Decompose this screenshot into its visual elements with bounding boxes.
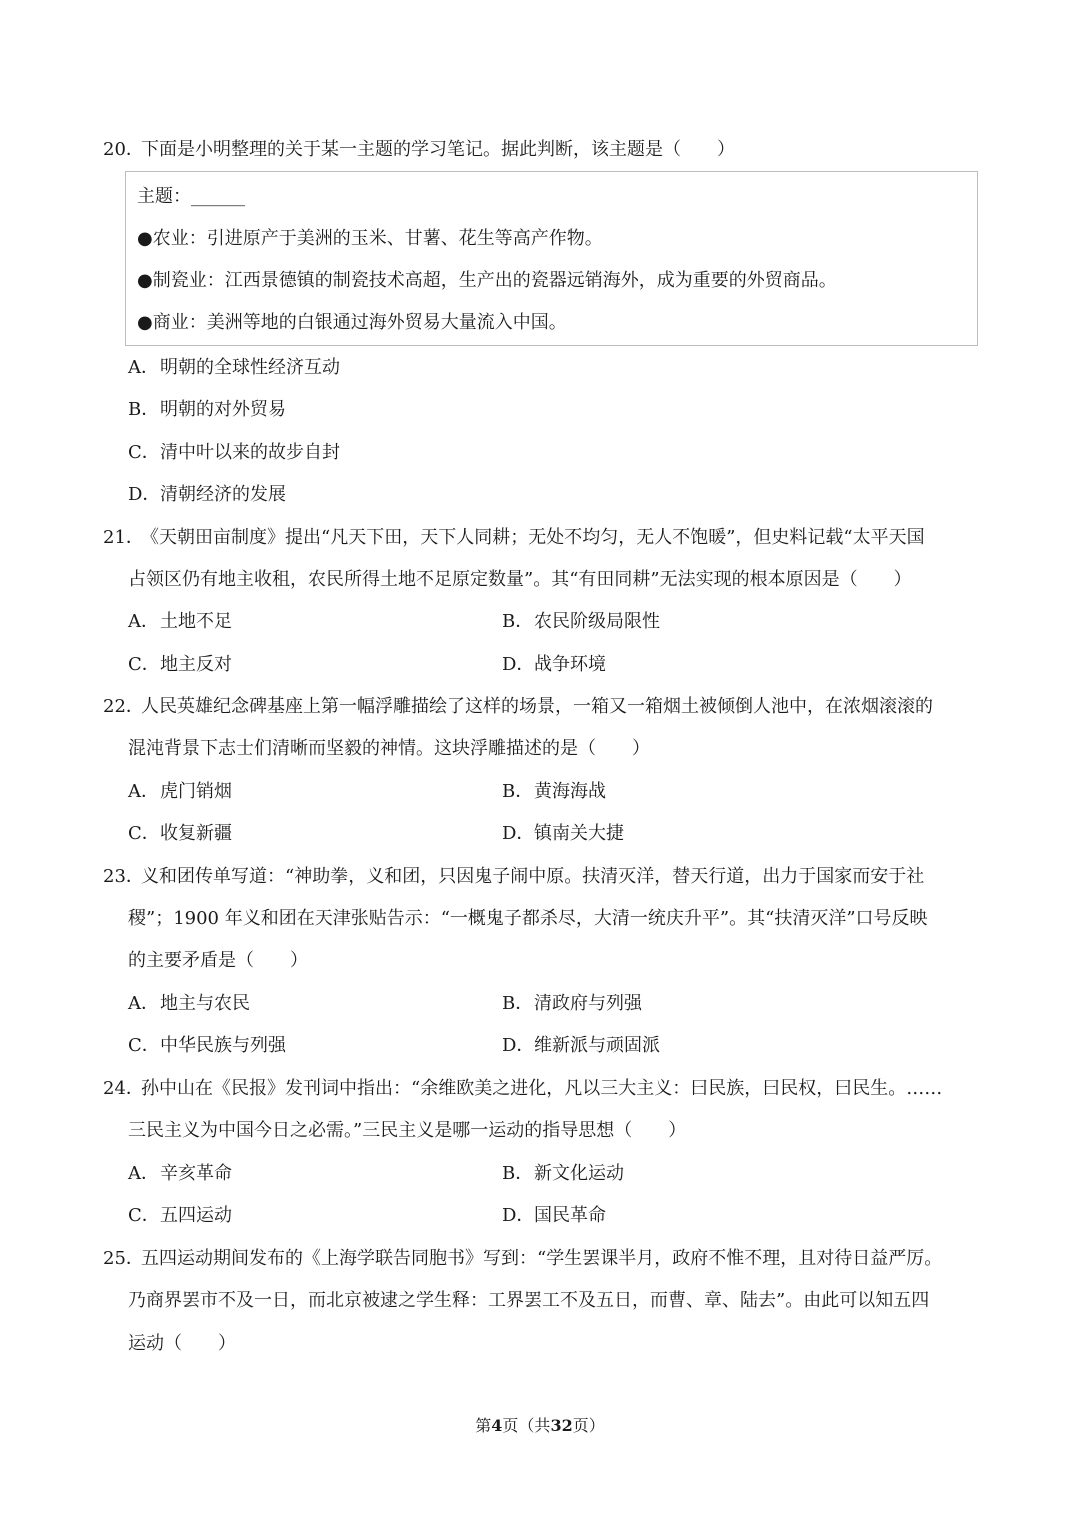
q22-option-d: D．镇南关大捷 [502,823,624,844]
question-21-number: 21． [103,527,144,548]
question-25-stem-line-2: 乃商界罢市不及一日，而北京被逮之学生释：工界罢工不及五日，而曹、章、陆去”。由此可以知五四 [128,1290,930,1311]
question-20-number: 20． [103,139,144,160]
q23-option-b: B．清政府与列强 [502,993,642,1014]
q21-option-b: B．农民阶级局限性 [502,611,660,632]
q24-option-b: B．新文化运动 [502,1163,624,1184]
notes-item-agriculture: ●农业：引进原产于美洲的玉米、甘薯、花生等高产作物。 [137,228,603,249]
question-24-number: 24． [103,1078,144,1099]
notes-item-commerce: ●商业：美洲等地的白银通过海外贸易大量流入中国。 [137,312,567,333]
question-21-stem-line-2: 占领区仍有地主收租，农民所得土地不足原定数量”。其“有田同耕”无法实现的根本原因是（ ） [128,569,912,590]
question-22-stem-line-2: 混沌背景下志士们清晰而坚毅的神情。这块浮雕描述的是（ ） [128,738,650,759]
q23-option-c: C．中华民族与列强 [128,1035,286,1056]
question-25-number: 25． [103,1248,144,1269]
q23-option-a: A．地主与农民 [128,993,250,1014]
question-24-stem-line-2: 三民主义为中国今日之必需。”三民主义是哪一运动的指导思想（ ） [128,1120,687,1141]
question-22-stem-line-1: 人民英雄纪念碑基座上第一幅浮雕描绘了这样的场景，一箱又一箱烟土被倾倒人池中，在浓烟滚滚的 [141,696,933,717]
q20-option-c: C．清中叶以来的故步自封 [128,442,340,463]
current-page-number: 4 [491,1416,503,1435]
q23-option-d: D．维新派与顽固派 [502,1035,660,1056]
question-23-stem-line-2: 稷”；1900 年义和团在天津张贴告示：“一概鬼子都杀尽，大清一统庆升平”。其“扶清灭洋”口号反映 [128,908,928,929]
q20-option-b: B．明朝的对外贸易 [128,399,286,420]
q21-option-c: C．地主反对 [128,654,232,675]
question-23-number: 23． [103,866,144,887]
q22-option-c: C．收复新疆 [128,823,232,844]
question-25-stem-line-3: 运动（ ） [128,1333,236,1354]
q20-option-a: A．明朝的全球性经济互动 [128,357,340,378]
question-23-stem-line-3: 的主要矛盾是（ ） [128,950,308,971]
page-footer: 第4页（共32页） [475,1416,605,1435]
q20-option-d: D．清朝经济的发展 [128,484,286,505]
q24-option-c: C．五四运动 [128,1205,232,1226]
question-23-stem-line-1: 义和团传单写道：“神助拳，义和团，只因鬼子闹中原。扶清灭洋，替天行道，出力于国家而安于社 [141,866,925,887]
question-21-stem-line-1: 《天朝田亩制度》提出“凡天下田，天下人同耕；无处不均匀，无人不饱暖”，但史料记载“太平天国 [141,527,925,548]
notes-topic: 主题：______ [137,186,245,207]
total-page-count: 32 [550,1416,573,1435]
notes-item-porcelain: ●制瓷业：江西景德镇的制瓷技术高超，生产出的瓷器远销海外，成为重要的外贸商品。 [137,270,837,291]
q21-option-a: A．土地不足 [128,611,232,632]
q22-option-a: A．虎门销烟 [128,781,232,802]
study-notes-box [125,171,978,346]
q21-option-d: D．战争环境 [502,654,606,675]
question-22-number: 22． [103,696,144,717]
q24-option-a: A．辛亥革命 [128,1163,232,1184]
q22-option-b: B．黄海海战 [502,781,606,802]
q24-option-d: D．国民革命 [502,1205,606,1226]
question-24-stem-line-1: 孙中山在《民报》发刊词中指出：“余维欧美之进化，凡以三大主义：曰民族，曰民权，曰民生。…… [141,1078,943,1099]
question-20-stem: 下面是小明整理的关于某一主题的学习笔记。据此判断，该主题是（ ） [141,139,735,160]
question-25-stem-line-1: 五四运动期间发布的《上海学联告同胞书》写到：“学生罢课半月，政府不惟不理，且对待日益严厉。 [141,1248,943,1269]
